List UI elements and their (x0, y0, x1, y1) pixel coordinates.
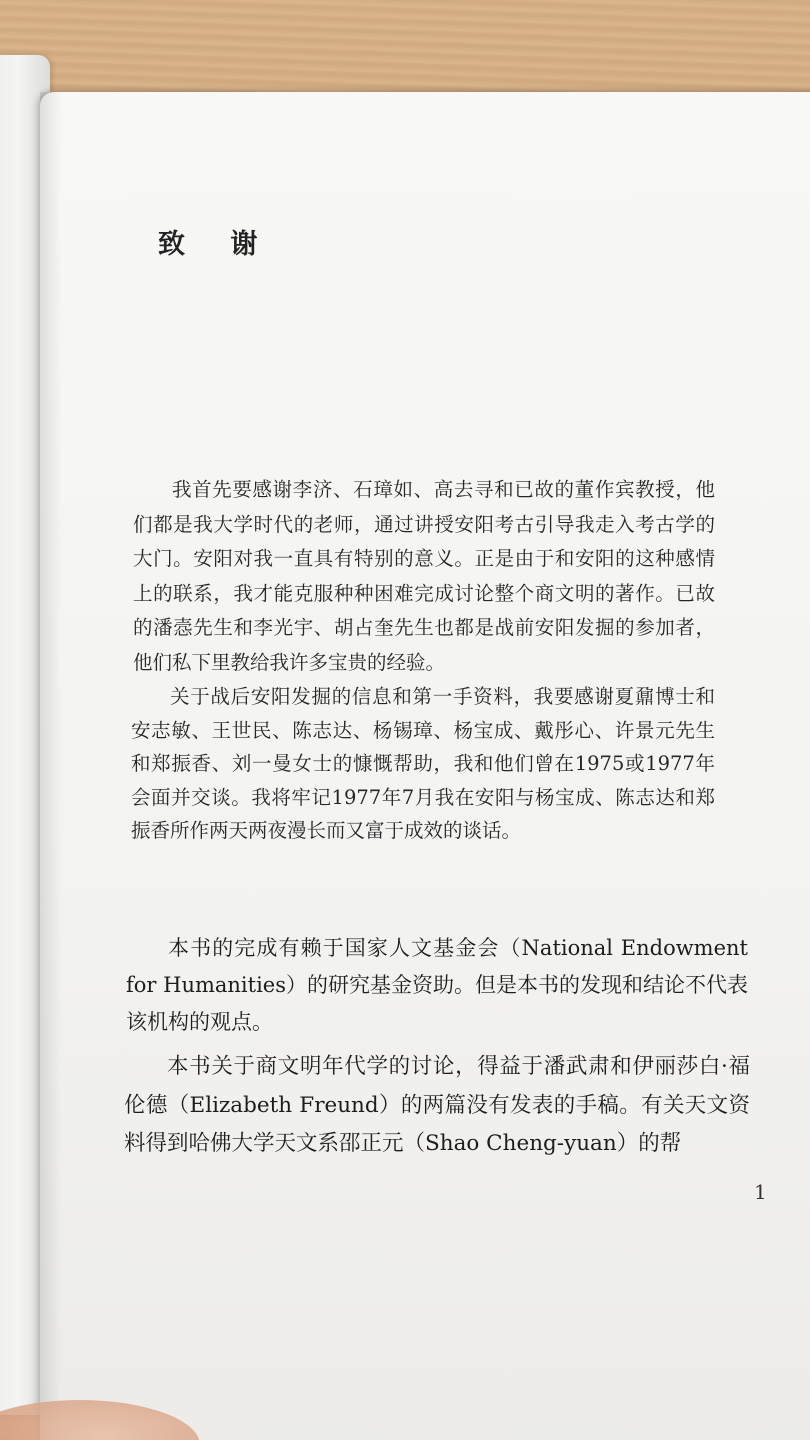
gutter-shadow (40, 92, 62, 1440)
page-number: 1 (754, 1180, 767, 1204)
paragraph-chronology: 本书关于商文明年代学的讨论，得益于潘武肃和伊丽莎白·福伦德（Elizabeth Freund）的两篇没有发表的手稿。有关天文资料得到哈佛大学天文系邵正元（Shao Cheng-yuan）的帮 (124, 1054, 750, 1156)
paragraph-acknowledge-postwar: 关于战后安阳发掘的信息和第一手资料，我要感谢夏鼐博士和安志敏、王世民、陈志达、杨锡璋、杨宝成、戴彤心、许景元先生和郑振香、刘一曼女士的慷慨帮助，我和他们曾在1975或1977年会面并交谈。我将牢记1977年7月我在安阳与杨宝成、陈志达和郑振香所作两天两夜漫长而又富于成效的谈话。 (131, 685, 715, 842)
page-title: 致 谢 (158, 229, 276, 260)
paragraph-funding: 本书的完成有赖于国家人文基金会（National Endowment for Humanities）的研究基金资助。但是本书的发现和结论不代表该机构的观点。 (126, 936, 748, 1034)
paragraph-acknowledge-teachers: 我首先要感谢李济、石璋如、高去寻和已故的董作宾教授，他们都是我大学时代的老师，通过讲授安阳考古引导我走入考古学的大门。安阳对我一直具有特别的意义。正是由于和安阳的这种感情上的联系，我才能克服种种困难完成讨论整个商文明的著作。已故的潘悫先生和李光宇、胡占奎先生也都是战前安阳发掘的参加者，他们私下里教给我许多宝贵的经验。 (133, 478, 715, 674)
